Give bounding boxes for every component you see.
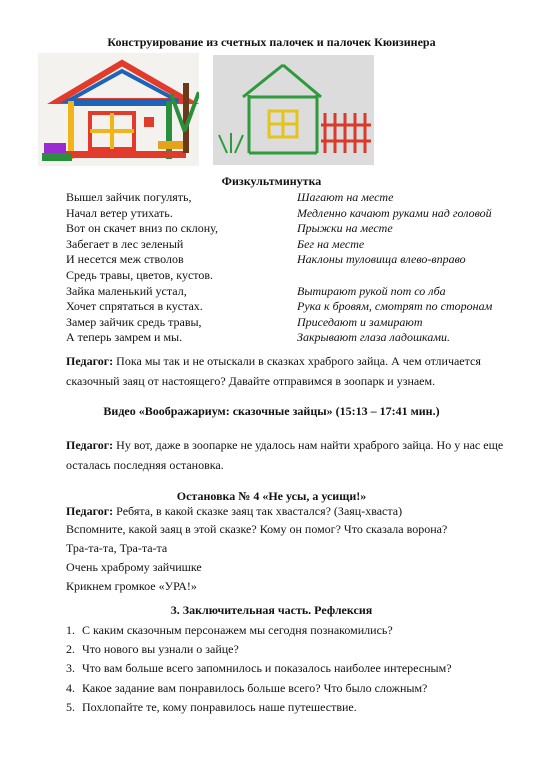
- item-text: Что нового вы узнали о зайце?: [82, 642, 239, 657]
- fizkult-poem: [66, 190, 516, 346]
- poem-line: Средь травы, цветов, кустов.: [66, 267, 214, 282]
- item-number: 2.: [66, 642, 75, 657]
- list-item: [66, 679, 452, 698]
- movement-instruction: Приседают и замирают: [297, 314, 423, 329]
- poem-line: И несется меж стволов: [66, 252, 184, 267]
- movement-instruction: Закрывают глаза ладошками.: [297, 330, 450, 345]
- movement-instruction: Бег на месте: [297, 236, 365, 251]
- poem-row: [66, 252, 516, 268]
- paragraph-text: Ребята, в какой сказке заяц так хвастался? (Заяц-хваста): [113, 504, 403, 518]
- teacher-paragraph-2: [66, 435, 511, 475]
- poem-line: Вот он скачет вниз по склону,: [66, 221, 218, 236]
- paragraph-text: Пока мы так и не отыскали в сказках храброго зайца. А чем отличается сказочный заяц от настоящего? Давайте отправимся в зоопарк и узнаем.: [66, 354, 481, 388]
- movement-instruction: Шагают на месте: [297, 190, 394, 204]
- poem-line: Забегает в лес зеленый: [66, 236, 184, 251]
- poem-row: [66, 284, 516, 300]
- poem-row: [66, 237, 516, 253]
- movement-instruction: Рука к бровям, смотрят по сторонам: [297, 299, 493, 314]
- list-item: [66, 659, 452, 678]
- document-title: Конструирование из счетных палочек и палочек Кюизинера: [107, 35, 436, 49]
- stop-heading: Остановка № 4 «Не усы, а усищи!»: [176, 489, 367, 503]
- verse-line: Вспомните, какой заяц в этой сказке? Кому он помог? Что сказала ворона?: [66, 522, 448, 536]
- teacher-label: Педагог:: [66, 504, 114, 518]
- list-item: [66, 621, 452, 640]
- teacher-paragraph-1: [66, 351, 511, 391]
- movement-instruction: Вытирают рукой пот со лба: [297, 283, 446, 298]
- cuisenaire-house-photo: [38, 53, 199, 166]
- list-item: [66, 640, 452, 659]
- poem-line: Хочет спрятаться в кустах.: [66, 299, 203, 314]
- poem-line: Замер зайчик средь травы,: [66, 314, 202, 329]
- poem-line: Начал ветер утихать.: [66, 205, 173, 220]
- poem-row: [66, 299, 516, 315]
- item-number: 1.: [66, 623, 75, 637]
- item-number: 3.: [66, 661, 75, 676]
- item-text: С каким сказочным персонажем мы сегодня познакомились?: [82, 623, 393, 637]
- poem-line: Вышел зайчик погулять,: [66, 190, 192, 204]
- verse-lines: [66, 520, 447, 596]
- teacher-label: Педагог:: [66, 354, 114, 368]
- movement-instruction: Прыжки на месте: [297, 221, 393, 236]
- reflection-questions: [66, 621, 452, 717]
- poem-line: А теперь замрем и мы.: [66, 330, 183, 345]
- final-heading: 3. Заключительная часть. Рефлексия: [170, 603, 373, 617]
- poem-row: [66, 330, 516, 346]
- paragraph-text: Ну вот, даже в зоопарке не удалось нам найти храброго зайца. Но у нас еще осталась последняя остановка.: [66, 438, 504, 472]
- video-heading: Видео «Воображариум: сказочные зайцы» (15:13 – 17:41 мин.): [103, 404, 440, 418]
- poem-row: [66, 206, 516, 222]
- poem-row: [66, 315, 516, 331]
- verse-line: Крикнем громкое «УРА!»: [66, 579, 197, 593]
- teacher-label: Педагог:: [66, 438, 114, 452]
- movement-instruction: Медленно качают руками над головой: [297, 205, 492, 220]
- list-item: [66, 698, 452, 717]
- movement-instruction: Наклоны туловища влево-вправо: [297, 252, 466, 267]
- poem-row: [66, 190, 516, 206]
- item-text: Какое задание вам понравилось больше всего? Что было сложным?: [82, 680, 428, 695]
- poem-line: Зайка маленький устал,: [66, 283, 187, 298]
- verse-line: Очень храброму зайчишке: [66, 560, 202, 574]
- counting-sticks-house-photo: [213, 55, 374, 165]
- item-text: Похлопайте те, кому понравилось наше путешествие.: [82, 699, 357, 714]
- item-number: 5.: [66, 699, 75, 714]
- verse-line: Тра-та-та, Тра-та-та: [66, 541, 168, 555]
- item-number: 4.: [66, 680, 75, 695]
- teacher-paragraph-3: [66, 501, 511, 521]
- fizkult-heading: Физкультминутка: [221, 174, 322, 188]
- poem-row: [66, 221, 516, 237]
- item-text: Что вам больше всего запомнилось и показалось наиболее интересным?: [82, 661, 452, 676]
- poem-row: [66, 268, 516, 284]
